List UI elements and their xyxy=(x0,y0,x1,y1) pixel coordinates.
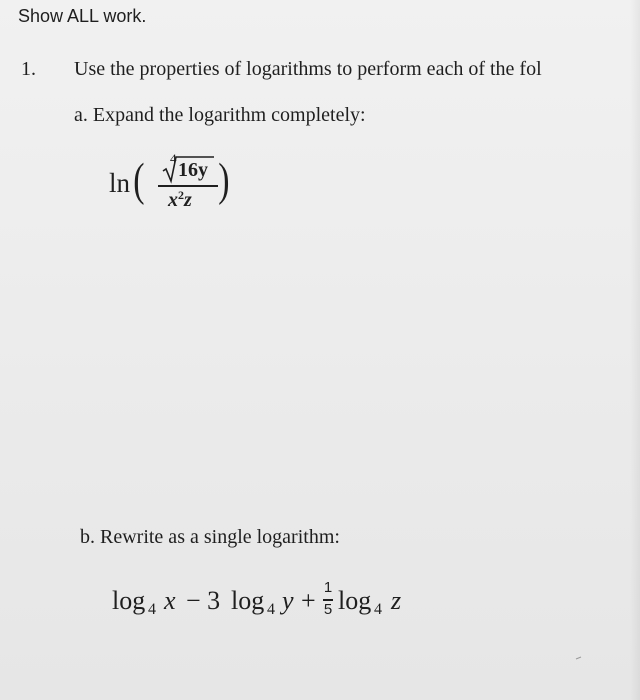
question-number: 1. xyxy=(21,58,36,80)
question-text: Use the properties of logarithms to perform each of the fol xyxy=(74,58,542,80)
paper-edge-shadow xyxy=(630,0,640,700)
denominator-exponent: 2 xyxy=(178,188,184,202)
denominator-base: x xyxy=(168,189,178,211)
part-b-label: b. Rewrite as a single logarithm: xyxy=(80,526,340,548)
denominator-tail: z xyxy=(184,189,192,211)
radicand: 16y xyxy=(178,159,208,181)
log-arg-1: x xyxy=(164,586,176,615)
plus-sign: + xyxy=(301,586,316,615)
log-term-1: log xyxy=(112,586,146,615)
part-a-label: a. Expand the logarithm completely: xyxy=(74,104,366,126)
minus-coefficient: − 3 xyxy=(186,586,221,615)
log-term-2: log xyxy=(231,586,265,615)
log-term-3: log xyxy=(338,586,372,615)
denominator xyxy=(168,188,192,212)
fraction-numerator: 1 xyxy=(323,579,333,596)
log-arg-2: y xyxy=(282,586,294,615)
instructions-heading: Show ALL work. xyxy=(18,6,147,26)
part-a-expression xyxy=(104,150,244,220)
log-arg-3: z xyxy=(391,586,402,615)
fraction-bar xyxy=(158,185,218,187)
root-index: 4 xyxy=(170,151,177,166)
log-base-1: 4 xyxy=(148,601,156,618)
left-parenthesis: ( xyxy=(133,154,145,206)
one-fifth-fraction xyxy=(321,579,335,619)
log-base-3: 4 xyxy=(374,601,382,618)
part-b-expression xyxy=(112,576,442,626)
right-parenthesis: ) xyxy=(218,154,230,206)
ln-function: ln xyxy=(109,168,131,198)
pen-mark xyxy=(575,656,583,660)
log-base-2: 4 xyxy=(267,601,275,618)
fraction-denominator: 5 xyxy=(323,601,333,618)
